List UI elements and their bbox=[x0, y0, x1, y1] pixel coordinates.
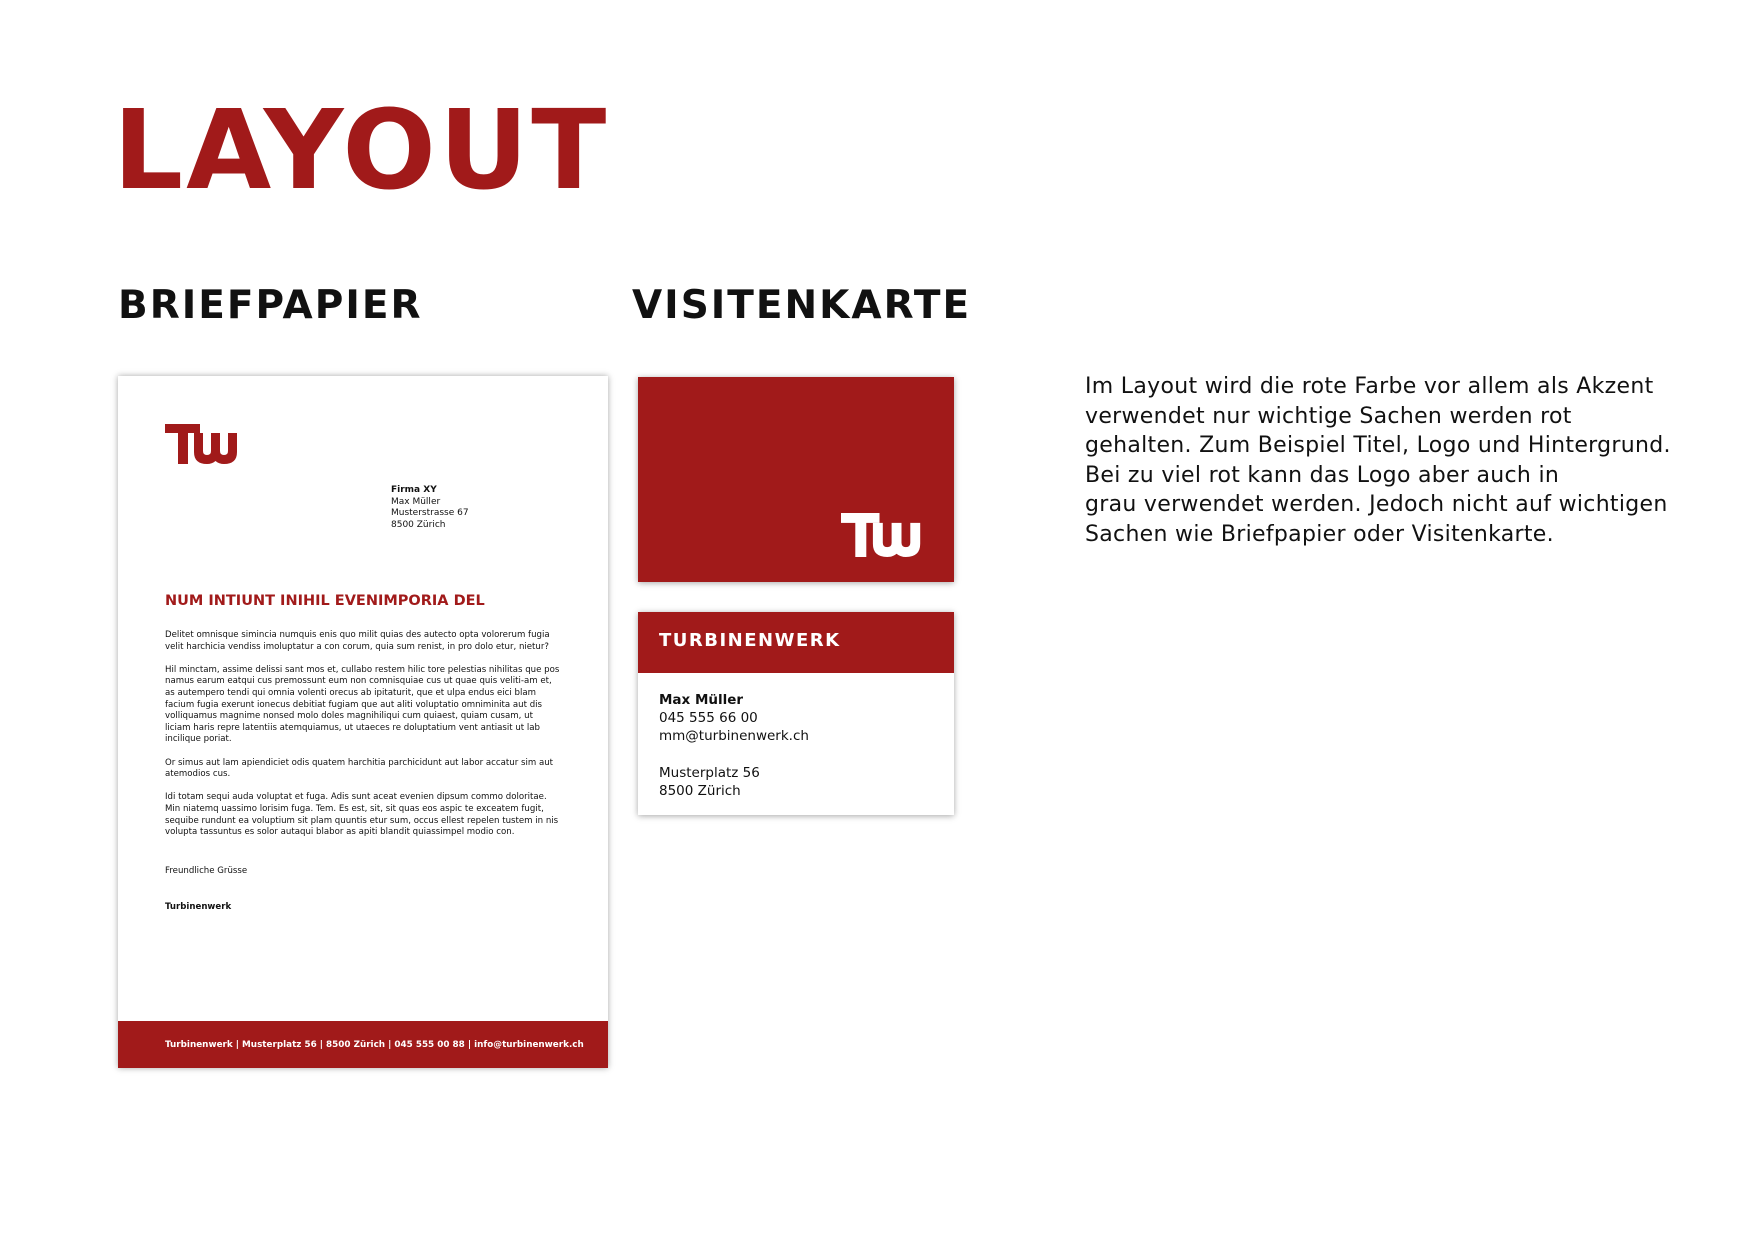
card-phone: 045 555 66 00 bbox=[659, 710, 758, 726]
letterhead-heading: BRIEFPAPIER bbox=[118, 283, 423, 328]
recipient-street: Musterstrasse 67 bbox=[391, 508, 469, 519]
tw-logo-icon bbox=[165, 424, 245, 464]
letterhead-footer bbox=[118, 1021, 608, 1068]
letter-greeting: Freundliche Grüsse bbox=[165, 866, 248, 876]
letter-paragraph: Hil minctam, assime delissi sant mos et, cullabo restem hilic tore pelestias nihilitas que pos namus earum eatqui cus premossunt eum non comnisquiae cus ut quae quis veliti-am et, as autempero tendi qui omnia volenti orecus ab ipitaturit, que et ulpa endus eici blam facium fugia exerunt ionecus debitiat fugiam que aut aliti voluptatio omniminita aut dis volliquamus magnime nonsed molo doles magnihiliqui cum quiaest, quiam cusam, ut liciam haris repre latentiis atemquiamus, ut utaeces re doluptatium vent antiasit ut lab incilique poriat. bbox=[165, 664, 560, 745]
letterhead-mockup bbox=[118, 376, 608, 1068]
business-card-front bbox=[638, 377, 954, 582]
business-card-back bbox=[638, 612, 954, 815]
business-card-heading: VISITENKARTE bbox=[632, 283, 972, 328]
letter-paragraph: Or simus aut lam apiendiciet odis quatem harchitia parchicidunt aut labor accatur sim aut atemodios cus. bbox=[165, 757, 554, 780]
layout-description bbox=[1085, 372, 1685, 549]
card-street: Musterplatz 56 bbox=[659, 765, 760, 781]
recipient-name: Max Müller bbox=[391, 496, 441, 507]
description-line: Bei zu viel rot kann das Logo aber auch in bbox=[1085, 462, 1560, 488]
letter-paragraph: Idi totam sequi auda voluptat et fuga. Adis sunt aceat evenien dipsum commo doloritae. Min niatemq uassimo lorisim fuga. Tem. Es est, sit, sit quas eos aspic te exceatem fugit, sequibe rundunt ea voluptium sit plam quuntis etur sum, occus ellest repelen tustem in nis volupta tassuntus es solor autaqui blabor as apiti blandit quiassimpel modio con. bbox=[165, 792, 559, 838]
description-line: gehalten. Zum Beispiel Titel, Logo und Hintergrund. bbox=[1085, 433, 1671, 458]
letter-paragraph: Delitet omnisque simincia numquis enis quo milit quias des autecto opta volorerum fugia velit harchicia vendiss imoluptatur a con corum, quia sum renist, in pro dolo etur, nietur? bbox=[165, 630, 550, 652]
card-person-name: Max Müller bbox=[659, 692, 744, 708]
card-email: mm@turbinenwerk.ch bbox=[659, 728, 809, 744]
recipient-address bbox=[391, 485, 469, 532]
recipient-city: 8500 Zürich bbox=[391, 520, 446, 531]
letter-body bbox=[165, 630, 560, 850]
tw-logo-icon bbox=[841, 513, 929, 557]
letter-signature: Turbinenwerk bbox=[165, 902, 232, 912]
card-city: 8500 Zürich bbox=[659, 783, 741, 799]
letter-subject: NUM INTIUNT INIHIL EVENIMPORIA DEL bbox=[165, 593, 485, 609]
recipient-company: Firma XY bbox=[391, 485, 437, 495]
footer-text: Turbinenwerk | Musterplatz 56 | 8500 Zürich | 045 555 00 88 | info@turbinenwerk.ch bbox=[165, 1039, 584, 1050]
card-company-name: TURBINENWERK bbox=[659, 630, 841, 651]
description-line: verwendet nur wichtige Sachen werden rot bbox=[1085, 403, 1572, 429]
description-line: Sachen wie Briefpapier oder Visitenkarte. bbox=[1085, 521, 1554, 547]
description-line: Im Layout wird die rote Farbe vor allem als Akzent bbox=[1085, 374, 1654, 399]
description-line: grau verwendet werden. Jedoch nicht auf wichtigen bbox=[1085, 492, 1668, 517]
card-header bbox=[638, 612, 954, 673]
page-title: LAYOUT bbox=[113, 86, 610, 214]
